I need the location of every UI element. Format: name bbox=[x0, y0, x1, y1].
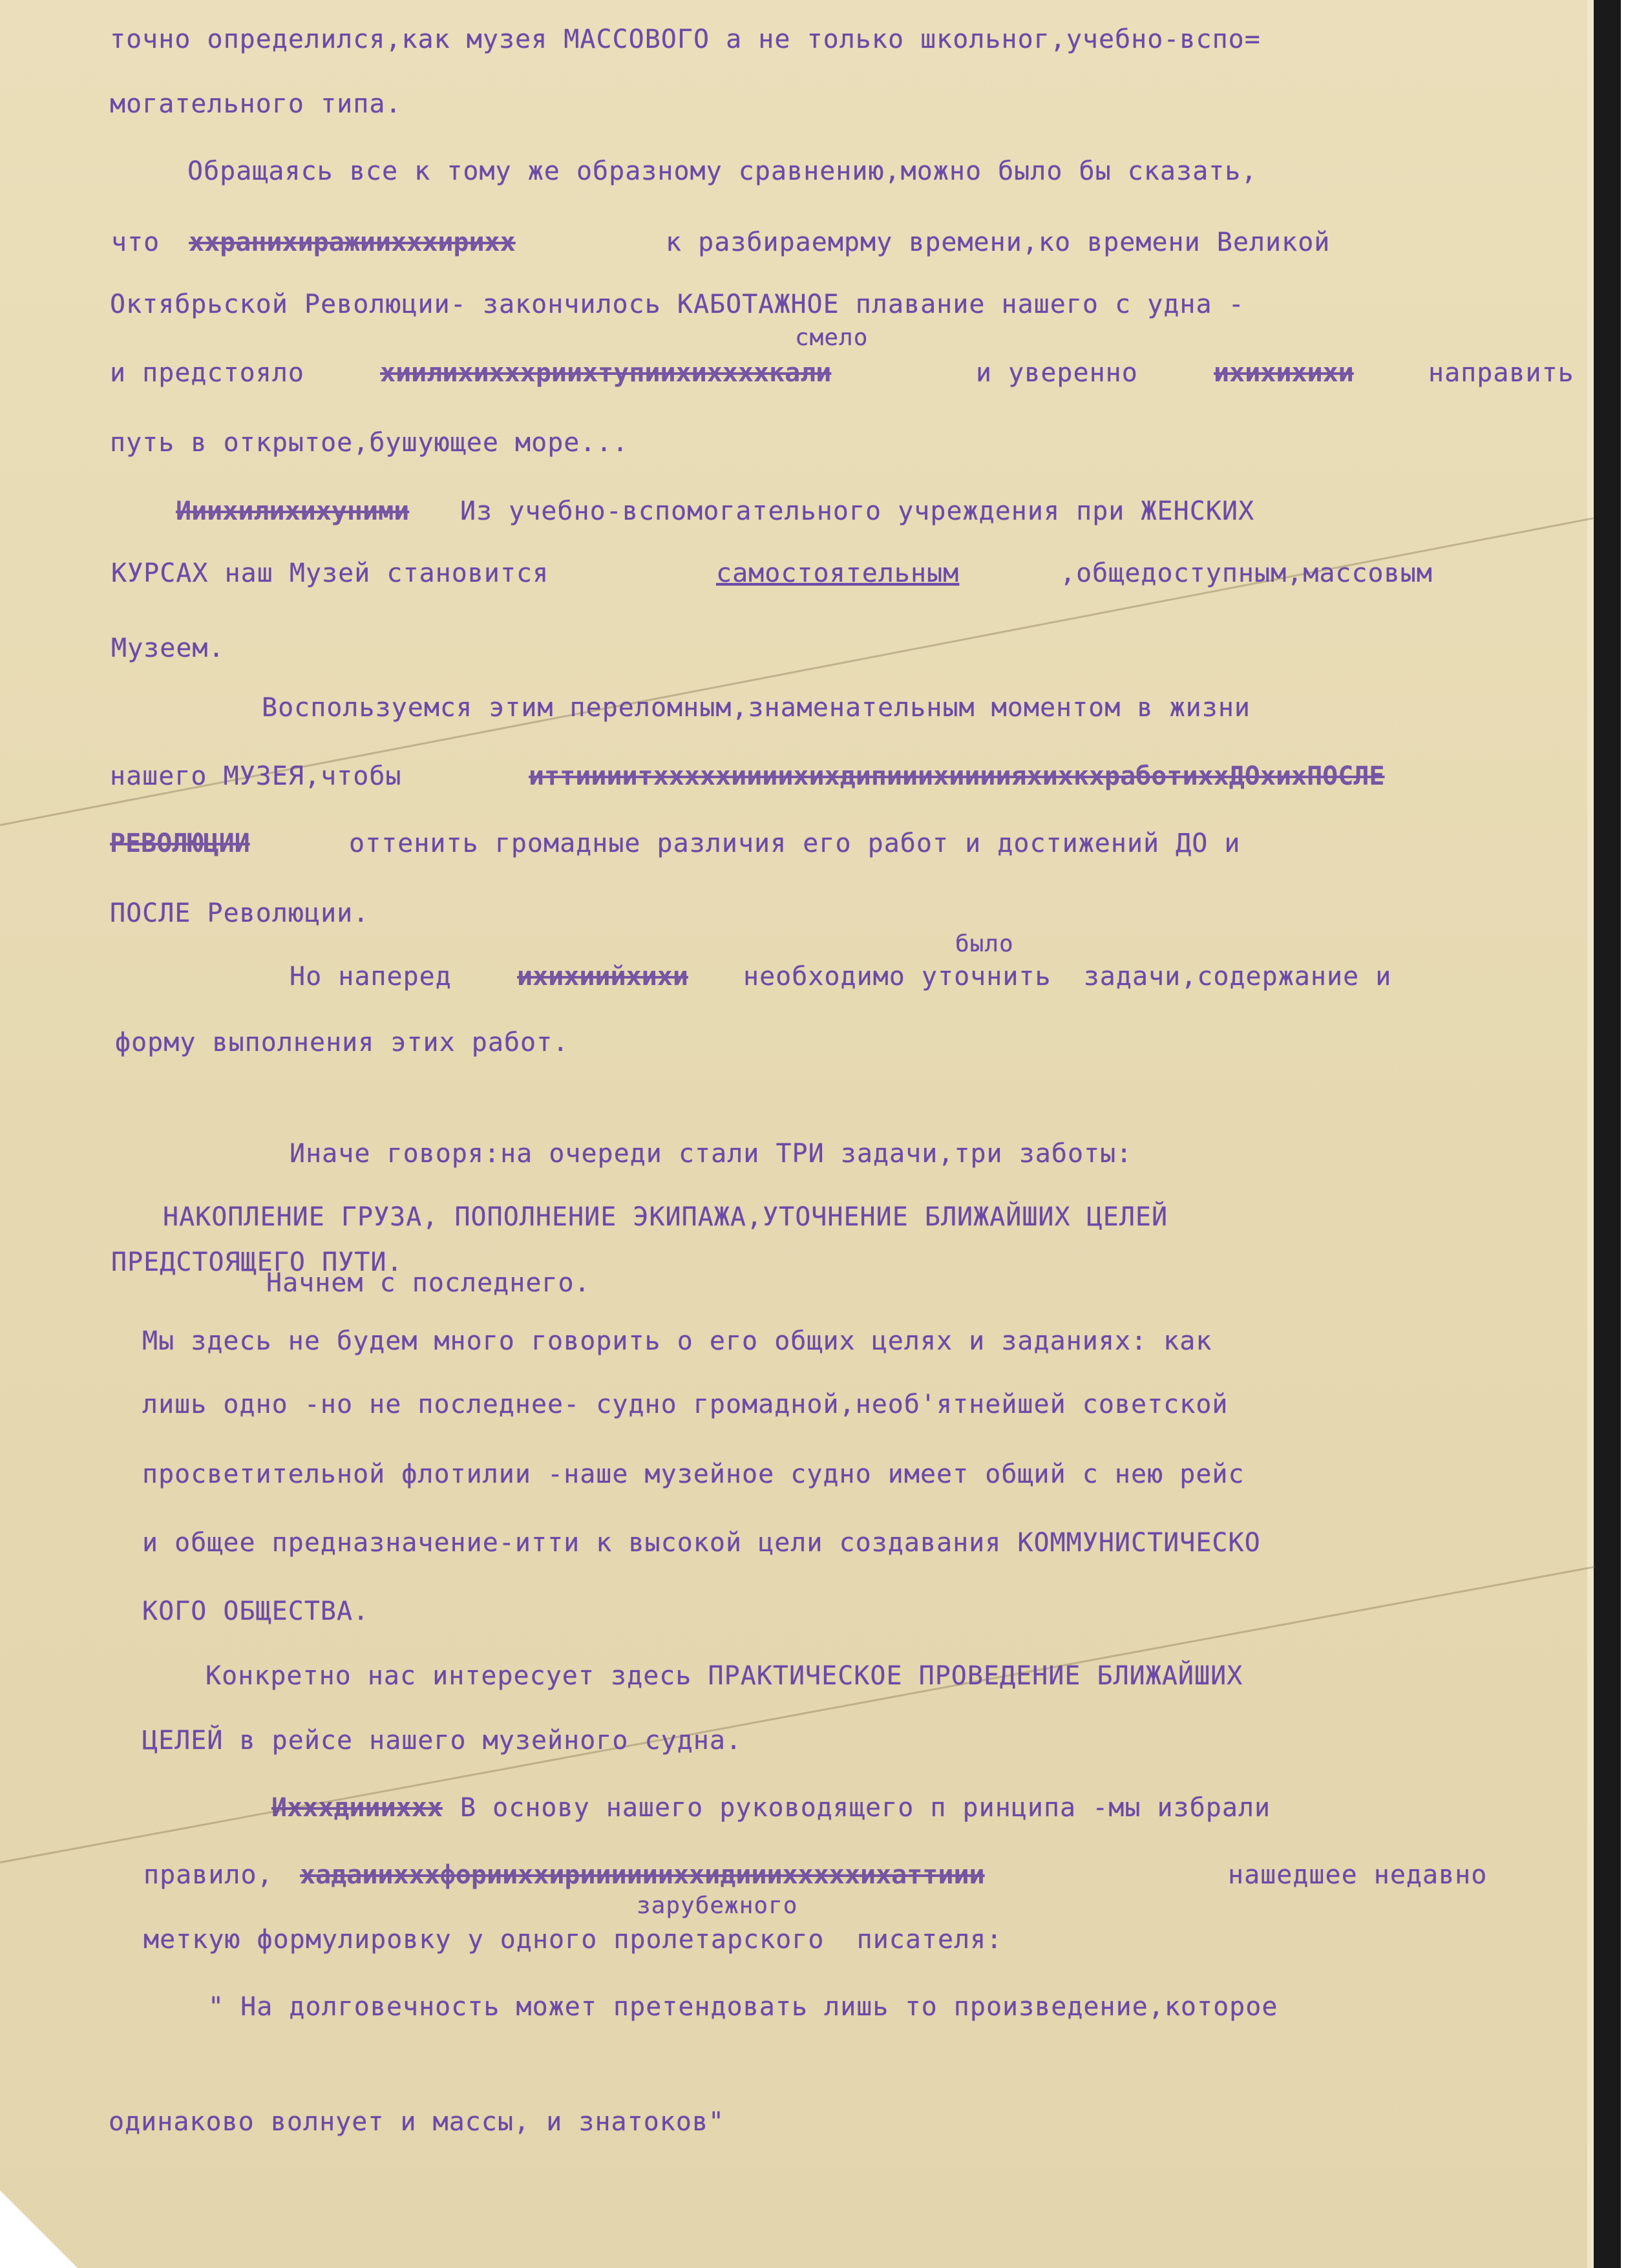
text-line-13: оттенить громадные различия его работ и достижений ДО и bbox=[349, 829, 1241, 858]
text-line-8: Из учебно-вспомогательного учреждения при ЖЕНСКИХ bbox=[460, 496, 1255, 526]
text-line-29a: правило, bbox=[143, 1860, 273, 1890]
text-line-2: могательного типа. bbox=[110, 89, 402, 119]
text-line-30: меткую формулировку у одного пролетарского писателя: bbox=[143, 1925, 1003, 1955]
struck-out-text-4: Ииихилихихуними bbox=[176, 496, 410, 526]
text-line-15b: необходимо уточнить задачи,содержание и bbox=[743, 962, 1392, 991]
struck-out-text-8: Ихххдиииххх bbox=[271, 1793, 443, 1823]
page-edge-strip bbox=[1587, 0, 1594, 2268]
text-line-31: " На долговечность может претендовать лишь то произведение,которое bbox=[208, 1992, 1278, 2022]
text-line-19: ПРЕДСТОЯЩЕГО ПУТИ. bbox=[111, 1247, 403, 1277]
text-line-4a: что bbox=[111, 228, 160, 257]
struck-out-text-7: ихихиийхихи bbox=[517, 962, 688, 991]
interlinear-insert-3: зарубежного bbox=[637, 1892, 798, 1919]
interlinear-insert-2: было bbox=[955, 931, 1014, 957]
text-line-7: путь в открытое,бушующее море... bbox=[110, 428, 629, 458]
text-line-16: форму выполнения этих работ. bbox=[115, 1028, 569, 1057]
text-line-12: нашего МУЗЕЯ,чтобы bbox=[110, 761, 402, 791]
text-line-24: и общее предназначение-итти к высокой цели создавания КОММУНИСТИЧЕСКО bbox=[142, 1528, 1261, 1558]
interlinear-insert-1: смело bbox=[795, 324, 869, 351]
text-line-20: Начнем с последнего. bbox=[266, 1268, 591, 1298]
scan-border bbox=[1594, 0, 1621, 2268]
text-line-3: Обращаясь все к тому же образному сравнению,можно было бы сказать, bbox=[187, 156, 1258, 186]
struck-out-text-1: ххранихиражиихххирихх bbox=[189, 228, 516, 257]
text-line-4b: к разбираемрму времени,ко времени Великой bbox=[666, 228, 1331, 257]
text-line-17: Иначе говоря:на очереди стали ТРИ задачи,три заботы: bbox=[290, 1139, 1133, 1169]
struck-out-text-6: РЕВОЛЮЦИИ bbox=[110, 829, 250, 858]
torn-corner bbox=[0, 2190, 78, 2268]
struck-out-text-2: хиилихихххриихтупиихиххххкали bbox=[380, 358, 832, 388]
text-line-6c: направить bbox=[1428, 358, 1574, 388]
text-line-26: Конкретно нас интересует здесь ПРАКТИЧЕСКОЕ ПРОВЕДЕНИЕ БЛИЖАЙШИХ bbox=[206, 1661, 1243, 1691]
text-line-9b: ,общедоступным,массовым bbox=[1060, 558, 1433, 588]
text-line-14: ПОСЛЕ Революции. bbox=[110, 898, 370, 928]
text-line-23: просветительной флотилии -наше музейное судно имеет общий с нею рейс bbox=[142, 1459, 1245, 1489]
text-line-11: Воспользуемся этим переломным,знаменательным моментом в жизни bbox=[262, 693, 1251, 723]
text-line-32: одинаково волнует и массы, и знатоков" bbox=[109, 2107, 725, 2137]
struck-out-text-9: хадаиихххфорииххирииииииххидииихххххихаттиии bbox=[300, 1860, 985, 1890]
text-line-1: точно определился,как музея МАССОВОГО а не только школьног,учебно-вспо= bbox=[110, 25, 1261, 54]
text-line-15a: Но наперед bbox=[290, 962, 452, 991]
text-line-21: Мы здесь не будем много говорить о его общих целях и заданиях: как bbox=[142, 1326, 1212, 1356]
text-line-27: ЦЕЛЕЙ в рейсе нашего музейного судна. bbox=[142, 1726, 743, 1755]
text-line-28: В основу нашего руководящего п ринципа -мы избрали bbox=[460, 1793, 1271, 1823]
text-line-25: КОГО ОБЩЕСТВА. bbox=[142, 1596, 370, 1626]
text-line-22: лишь одно -но не последнее- судно громадной,необ'ятнейшей советской bbox=[142, 1390, 1229, 1419]
text-line-6b: и уверенно bbox=[976, 358, 1138, 388]
text-line-29b: нашедшее недавно bbox=[1228, 1860, 1488, 1890]
text-line-10: Музеем. bbox=[111, 633, 225, 663]
text-line-5: Октябрьской Революции- закончилось КАБОТАЖНОЕ плавание нашего с удна - bbox=[110, 290, 1245, 319]
struck-out-text-3: ихихихихи bbox=[1214, 358, 1354, 388]
text-line-9a: КУРСАХ наш Музей становится bbox=[111, 558, 549, 588]
text-line-6a: и предстояло bbox=[110, 358, 304, 388]
text-line-9-underlined: самостоятельным bbox=[716, 558, 960, 588]
text-line-18: НАКОПЛЕНИЕ ГРУЗА, ПОПОЛНЕНИЕ ЭКИПАЖА,УТОЧНЕНИЕ БЛИЖАЙШИХ ЦЕЛЕЙ bbox=[163, 1202, 1168, 1232]
struck-out-text-5: иттиииитхххххиииихихдипииихиииияхихкхработиххДОхихПОСЛЕ bbox=[529, 761, 1385, 791]
